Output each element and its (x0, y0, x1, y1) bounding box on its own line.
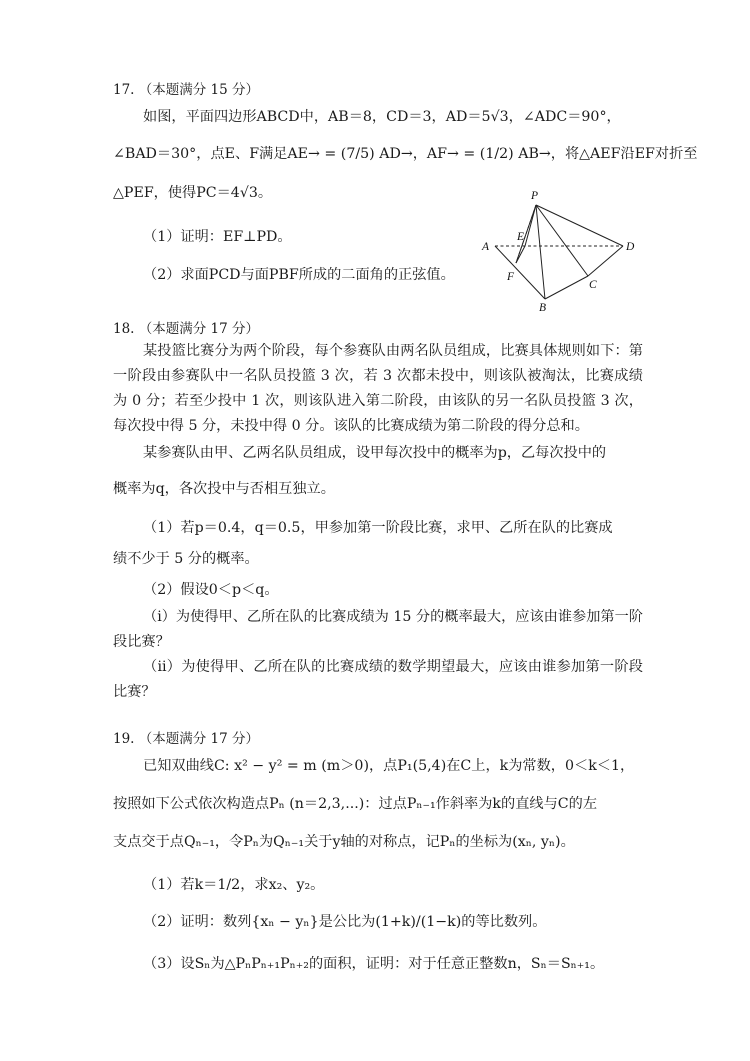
q17-line1: 如图，平面四边形ABCD中，AB＝8，CD＝3，AD＝5√3，∠ADC＝90°， (143, 109, 621, 125)
q19-part3: （3）设Sₙ为△PₙPₙ₊₁Pₙ₊₂的面积，证明：对于任意正整数n，Sₙ＝Sₙ₊₁。 (143, 956, 605, 972)
q19-line2: 按照如下公式依次构造点Pₙ (n＝2,3,...)：过点Pₙ₋₁作斜率为k的直线与C的左 (113, 796, 598, 812)
q18-part1-line1: （1）若p＝0.4，q＝0.5，甲参加第一阶段比赛，求甲、乙所在队的比赛成 (143, 520, 613, 536)
edge-PB (536, 205, 545, 299)
q17-part2: （2）求面PCD与面PBF所成的二面角的正弦值。 (143, 267, 455, 283)
q18-part1-line2: 绩不少于 5 分的概率。 (113, 551, 259, 567)
edge-CD (588, 246, 623, 276)
q18-header: 18. （本题满分 17 分） (113, 321, 260, 337)
label-D: D (626, 241, 635, 253)
label-P: P (531, 190, 539, 202)
edge-PD (536, 205, 623, 246)
q18-part2: （2）假设0＜p＜q。 (143, 582, 279, 598)
q19-line1: 已知双曲线C: x² − y² = m (m＞0)，点P₁(5,4)在C上，k为常数，0＜k＜1， (143, 758, 635, 774)
q18-setup-line2: 概率为q，各次投中与否相互独立。 (113, 481, 335, 497)
label-A: A (482, 241, 490, 253)
label-F: F (507, 271, 515, 283)
q17-line3: △PEF，使得PC＝4√3。 (113, 185, 273, 201)
edge-AB (495, 246, 545, 299)
q17-header: 17. （本题满分 15 分） (113, 82, 260, 98)
q19-part2: （2）证明：数列{xₙ − yₙ}是公比为(1+k)/(1−k)的等比数列。 (143, 914, 547, 930)
label-B: B (539, 302, 547, 313)
q19-part1: （1）若k＝1/2，求x₂、y₂。 (143, 877, 325, 893)
edge-BC (545, 276, 588, 299)
q17-part1: （1）证明：EF⊥PD。 (143, 229, 292, 245)
q18-rules-paragraph: 某投篮比赛分为两个阶段，每个参赛队由两名队员组成，比赛具体规则如下：第一阶段由参赛队中一名队员投篮 3 次，若 3 次都未投中，则该队被淘汰，比赛成绩为 0 分；若至少投中 1 次，则该队进入第二阶段，由该队的另一名队员投篮 3 次，每次投中得 5 分，未投中得 0 分。该队的比赛成绩为第二阶段的得分总和。 (113, 343, 643, 434)
q17-geometry-figure (478, 188, 643, 313)
q18-setup-line1: 某参赛队由甲、乙两名队员组成，设甲每次投中的概率为p，乙每次投中的 (143, 445, 607, 461)
label-E: E (517, 231, 525, 243)
q18-subpart-ii: （ii）为使得甲、乙所在队的比赛成绩的数学期望最大，应该由谁参加第一阶段比赛？ (113, 659, 643, 700)
q19-line3: 支点交于点Qₙ₋₁，令Pₙ为Qₙ₋₁关于y轴的对称点，记Pₙ的坐标为(xₙ, yₙ)。 (113, 834, 575, 850)
label-C: C (589, 279, 597, 291)
q19-header: 19. （本题满分 17 分） (113, 731, 260, 747)
edge-PC (536, 205, 588, 276)
q18-subpart-i: （i）为使得甲、乙所在队的比赛成绩为 15 分的概率最大，应该由谁参加第一阶段比赛？ (113, 609, 643, 650)
q17-line2: ∠BAD＝30°，点E、F满足AE→ = (7/5) AD→，AF→ = (1/2) AB→，将△AEF沿EF对折至 (113, 146, 698, 162)
